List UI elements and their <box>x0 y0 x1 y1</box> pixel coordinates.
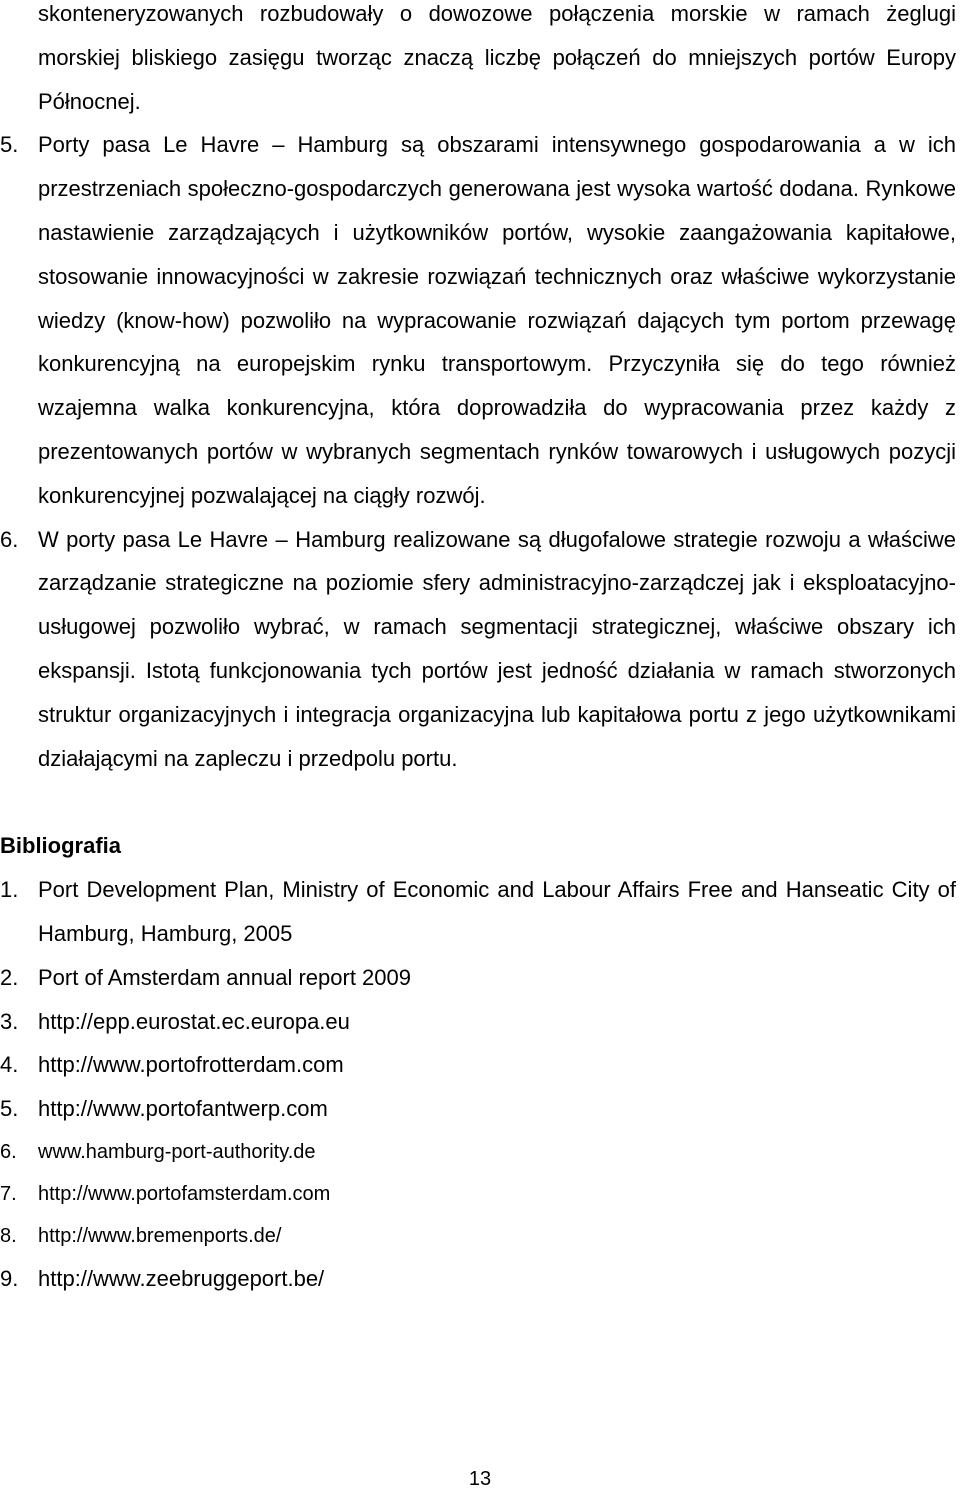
entry-number: 5. <box>0 1096 19 1122</box>
entry-link[interactable]: http://www.bremenports.de/ <box>38 1224 282 1247</box>
bibliography-entry <box>0 1131 960 1173</box>
entry-text: Port of Amsterdam annual report 2009 <box>38 964 411 990</box>
entry-number: 9. <box>0 1265 19 1291</box>
bibliography-entry <box>0 1087 960 1131</box>
entry-link[interactable]: http://www.portofantwerp.com <box>38 1096 328 1122</box>
numbered-conclusion-6 <box>0 518 960 781</box>
entry-number: 2. <box>0 964 19 990</box>
bibliography-entry <box>0 1257 960 1301</box>
entry-number: 6. <box>0 1140 17 1163</box>
entry-number: 8. <box>0 1224 17 1247</box>
bibliography-heading: Bibliografia <box>0 833 122 859</box>
item-text: W porty pasa Le Havre – Hamburg realizowane są długofalowe strategie rozwoju a właściwe zarządzanie strategiczne na poziomie sfery administracyjno-zarządczej jak i eksploatacyjno-usługowej pozwoliło wybrać, w ramach segmentacji strategicznej, właściwe obszary ich ekspansji. Istotą funkcjonowania tych portów jest jedność działania w ramach stworzonych struktur organizacyjnych i integracja organizacyjna lub kapitałowa portu z jego użytkownikami działającymi na zapleczu i przedpolu portu. <box>38 526 956 771</box>
page-number: 13 <box>468 1468 492 1490</box>
entry-number: 4. <box>0 1052 19 1078</box>
bibliography-entry <box>0 956 960 1000</box>
entry-number: 3. <box>0 1008 19 1034</box>
entry-link[interactable]: http://epp.eurostat.ec.europa.eu <box>38 1008 350 1034</box>
bibliography-list <box>0 868 960 1301</box>
item-number: 5. <box>0 132 19 158</box>
continuation-paragraph: skonteneryzowanych rozbudowały o dowozowe połączenia morskie w ramach żeglugi morskiej bliskiego zasięgu tworząc znaczą liczbę połączeń do mniejszych portów Europy Północnej. <box>38 1 956 114</box>
entry-link[interactable]: www.hamburg-port-authority.de <box>38 1140 316 1163</box>
entry-link[interactable]: http://www.zeebruggeport.be/ <box>38 1265 325 1291</box>
bibliography-entry <box>0 1215 960 1257</box>
numbered-conclusion-5 <box>0 123 960 517</box>
bibliography-entry <box>0 868 960 956</box>
bibliography-entry <box>0 1043 960 1087</box>
entry-number: 1. <box>0 877 19 903</box>
item-number: 6. <box>0 526 19 552</box>
bibliography-entry <box>0 1000 960 1044</box>
entry-link[interactable]: http://www.portofrotterdam.com <box>38 1052 344 1078</box>
entry-text: Port Development Plan, Ministry of Economic and Labour Affairs Free and Hanseatic City of Hamburg, Hamburg, 2005 <box>38 877 956 946</box>
entry-number: 7. <box>0 1182 17 1205</box>
item-text: Porty pasa Le Havre – Hamburg są obszarami intensywnego gospodarowania a w ich przestrzeniach społeczno-gospodarczych generowana jest wysoka wartość dodana. Rynkowe nastawienie zarządzających i użytkowników portów, wysokie zaangażowania kapitałowe, stosowanie innowacyjności w zakresie rozwiązań technicznych oraz właściwe wykorzystanie wiedzy (know-how) pozwoliło na wypracowanie rozwiązań dających tym portom przewagę konkurencyjną na europejskim rynku transportowym. Przyczyniła się do tego również wzajemna walka konkurencyjna, która doprowadziła do wypracowania przez każdy z prezentowanych portów w wybranych segmentach rynków towarowych i usługowych pozycji konkurencyjnej pozwalającej na ciągły rozwój. <box>38 132 956 508</box>
entry-link[interactable]: http://www.portofamsterdam.com <box>38 1182 331 1205</box>
bibliography-entry <box>0 1173 960 1215</box>
